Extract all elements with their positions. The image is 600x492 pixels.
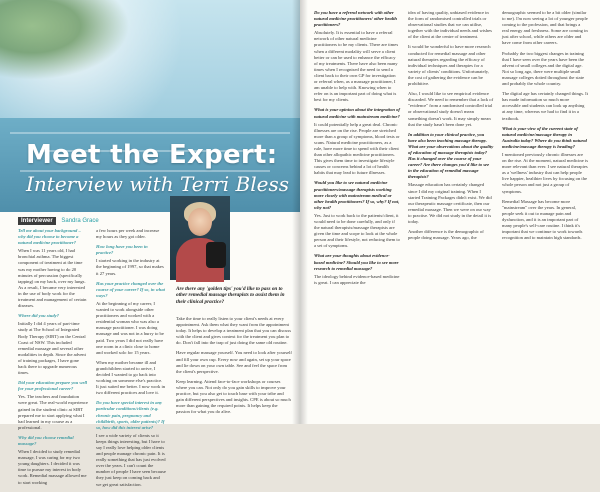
- question: Why did you choose remedial massage?: [18, 434, 74, 446]
- right-column-3: [502, 10, 588, 245]
- question: What are your thoughts about evidence-based medicine? Should you like to see more research to remedial massage?: [314, 253, 399, 271]
- answer: At the beginning of my career, I wanted to work alongside other practitioners and worked with a residential woman who was also a massage practitioner. I was doing massage and was not in a hurry to be paid. Two years I did not really have one room in a clinic close to home and worked solo for 15 years.: [96, 300, 164, 355]
- answer: The ideology behind evidence-based medicine is great. I can appreciate the: [314, 273, 400, 285]
- answer: Initially I did 4 years of part-time study at The School of Integrated Body Therapy (SIBT) on the Central Coast of NSW. This included remedial massage and several other modalities in depth. Since the advent of training packages, I have gone back there to upgrade numerous times.: [18, 321, 86, 376]
- byline-tag: Interviewer: [18, 217, 56, 225]
- answer: Yes. Just to work back to the patients/client, it would need to be done carefully, and only if the natural therapists/massage therapists are given the time and scope to look at the whole person and their lifestyle, not reducing them to a set of symptoms.: [314, 212, 400, 249]
- answer: Probably the two biggest changes in training that I have seen over the years have been the advent of small colleges and the digital age. Not so long ago, there were multiple small massage colleges dotted throughout the state and probably the whole country.: [502, 50, 585, 87]
- answer: It could potentially help a great deal. Chronic illnesses are on the rise. People are stretched more than a group of symptoms, blood tests or scans. Natural medicine practitioners, as a rule, have more time to spend with their client than other allopathic medicine practitioners. This gives them time to investigate lifestyle causes or concerns behind a lot of health habits that may lead to future illnesses.: [314, 121, 400, 176]
- answer: Also, I would like to see empirical evidence discarded. We need to remember that a lack of "evidence" from a randomised controlled trial or observational study doesn't mean something doesn't work. It may simply mean that the study hasn't been done yet.: [408, 91, 494, 127]
- microphone-icon: [206, 242, 226, 268]
- right-column-1: [314, 10, 400, 290]
- left-column-1: [18, 228, 88, 490]
- answer: I see a wide variety of clients so it keeps things interesting, but I have to say I really love helping older clients and people manage chronic pain. It is really something that has just evolved over the years. I can't count the number of people I have seen because they just keep on coming back and we get great satisfaction.: [96, 432, 166, 487]
- answer: demographic seemed to be a bit older (similar to me). I'm now seeing a lot of younger people coming to the profession, and that brings a real energy and freshness. Some are coming in just after school, while others are older and have come from other careers.: [502, 10, 588, 46]
- question: Did your education prepare you well for your professional career?: [18, 380, 88, 392]
- answer: I mentioned previously chronic illnesses are on the rise. At the moment, natural medicine is more relevant than ever. I see natural therapies as a 'wellness' industry that can help people live happier, healthier lives by focusing on the whole person and not just a group of symptoms.: [502, 151, 588, 194]
- answer: Have regular massage yourself. You need to look after yourself and fill your own cup. Every now and again, set up your space and lie down on your own table. See and feel the space from the client's perspective.: [176, 350, 292, 374]
- question: Do you have a referral network with other natural medicine practitioners/ other health practitioners?: [314, 10, 397, 28]
- answer: When I decided to study remedial massage, I was caring for my two young daughters. I decided it was time to pursue my interest in body work. Remedial massage allowed me to start working: [18, 449, 87, 485]
- answer: a few hours per week and increase my hours as they got older.: [96, 228, 160, 240]
- question: In addition to your clinical practice, you have also been teaching massage therapy. What are your observations about the quality of education of massage therapists today? Has it changed over the course of your career? Are there changes you'd like to see in the education of remedial massage therapists?: [408, 131, 494, 180]
- byline: [18, 217, 99, 225]
- answer: I started working in the industry at the beginning of 1997, so that makes it 27 years.: [96, 258, 164, 276]
- article-title: Meet the Expert:: [26, 140, 278, 170]
- answer: When my mother became ill and grandchildren started to arrive, I decided I wanted to go back into working on someone else's practice. It just suited me better. I now work in two different practices and love it.: [96, 359, 166, 396]
- question: How long have you been in practice?: [96, 244, 148, 256]
- left-page: [0, 0, 300, 487]
- article-subtitle: Interview with Terri Bless: [26, 172, 289, 196]
- answer: Another difference is the demographic of people doing massage. Years ago, the: [408, 229, 484, 241]
- answer: It would be wonderful to have more research conducted for remedial massage and other natural therapies regarding the efficacy of individual techniques and therapies for a variety of clients' conditions. Unfortunately, the cost of gathering the evidence can be prohibitive.: [408, 44, 491, 87]
- answer: Take the time to really listen to your client's needs at every appointment. Ask them what they want from the appointment today. It helps to develop a treatment plan that you can discuss with the client and gives context for the treatment you plan to do. Don't fall into the trap of just doing the same old routine.: [176, 316, 292, 346]
- question: Would you like to see natural medicine practitioners/massage therapists working more closely with mainstream medical or other health practitioners? If so, why? If not, why not?: [314, 180, 400, 210]
- question: Where did you study?: [18, 313, 59, 319]
- left-column-2: [96, 228, 166, 492]
- answer: The digital age has certainly changed things. It has made information so much more accessible and students can look up anything at any time, whereas we had to find it in a textbook.: [502, 91, 588, 121]
- answer: Yes. The teachers and foundation were great. The real-world experience gained in the student clinic at SIBT prepared me to start applying what I had learned in my course as a professional.: [18, 394, 88, 430]
- answer: Massage education has certainly changed since I did my original training. When I started Training Packages didn't exist. We did our therapeutic massage certificate, then our remedial massage. Then we were on our way to practise. We did not study in the detail it is today.: [408, 182, 492, 224]
- answer: Absolutely. It is essential to have a referral network of other natural medicine practitioners to be my clients. There are times when a different modality will serve a client better or can be used to enhance the efficacy of my treatments. There have also been many times when I recognised the need to send a client back to their own GP for investigation or referral when, as a massage practitioner, I am unable to help with. Knowing when to refer on is an important part of doing what is best for my clients.: [314, 30, 399, 103]
- hero-image: [0, 0, 300, 212]
- question: Has your practice changed over the course of your career? If so, in what ways?: [96, 280, 165, 298]
- answer: Remedial Massage has become more "mainstream" over the years. In general, people seek it out to manage pain and dysfunction, and it is an important part of many people's self-care routine. I think it's important that we continue to work towards recognition and to maintain high standards.: [502, 198, 583, 241]
- right-page: [300, 0, 600, 424]
- question: Tell me about your background – why did you choose to become a natural medicine practitioner?: [18, 228, 81, 246]
- answer: idea of having quality, unbiased evidence in the form of randomised controlled trials or observational studies that we can utilise, together with the individual needs and wishes of the client at the centre of treatment.: [408, 10, 492, 40]
- question: What is your view of the current state of natural medicine/massage therapy in Australia today? Where do you think natural medicine/massage therapy is heading?: [502, 125, 587, 149]
- answer: When I was 11 years old, I had bronchial asthma. The biggest component of treatment at the time was my mother having to do 20 minutes of percussion (specifically tapping) on my back, over my lungs. As a result, I became very interested in the use of body work for the treatment and management of certain diseases.: [18, 248, 87, 309]
- page-gutter: [292, 0, 308, 424]
- left-column-3: [176, 316, 292, 419]
- byline-name: Sandra Grace: [61, 218, 99, 224]
- foliage-decoration: [0, 0, 130, 80]
- question: Do you have special interest in any particular conditions/clients (e.g. chronic pain, pregnancy and childbirth, sports, older patients)? If so, how did this interest arise?: [96, 400, 165, 430]
- right-column-2: [408, 10, 494, 245]
- pull-question: Are there any 'golden tips' you'd like to pass on to other remedial massage therapists to assist them in their clinical practice?: [176, 286, 285, 305]
- question: What is your opinion about the integration of natural medicine with mainstream medicine?: [314, 107, 400, 119]
- interviewee-photo: [170, 196, 230, 280]
- answer: Keep learning. Attend face-to-face workshops or courses where you can. Not only do you gain skills to improve your practice, but you also get to touch base with your tribe and gain different perspectives and insights. CPE is about so much more than gaining the required points. It helps keep the passion for what you do alive.: [176, 378, 291, 415]
